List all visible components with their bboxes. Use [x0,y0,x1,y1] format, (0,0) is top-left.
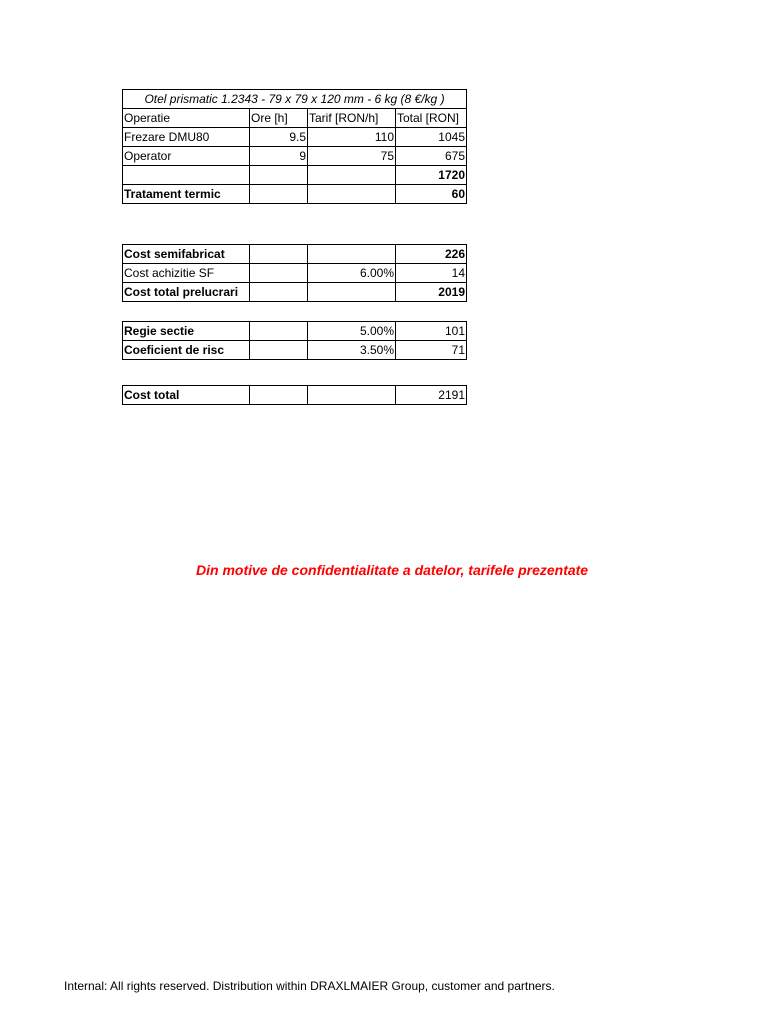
cell-empty[interactable] [250,264,308,283]
cell-operatie[interactable] [123,166,250,185]
cell-label[interactable]: Cost total [123,386,250,405]
cell-tarif[interactable]: 110 [308,128,396,147]
table-row [123,341,467,360]
header-operatie[interactable]: Operatie [123,109,250,128]
cell-label[interactable]: Coeficient de risc [123,341,250,360]
table-row [123,386,467,405]
cell-percent[interactable]: 6.00% [308,264,396,283]
cell-ore[interactable] [250,185,308,204]
table-row [123,166,467,185]
cell-operatie[interactable]: Tratament termic [123,185,250,204]
cell-value[interactable]: 2019 [396,283,467,302]
header-tarif[interactable]: Tarif [RON/h] [308,109,396,128]
cell-operatie[interactable]: Frezare DMU80 [123,128,250,147]
table-row [123,283,467,302]
header-total[interactable]: Total [RON] [396,109,467,128]
cell-ore[interactable] [250,166,308,185]
table-header-row [123,109,467,128]
cell-tarif[interactable] [308,185,396,204]
cell-empty[interactable] [250,386,308,405]
operations-table [122,89,467,204]
cell-percent[interactable] [308,283,396,302]
table-title-row [123,90,467,109]
cell-ore[interactable]: 9 [250,147,308,166]
table-row [123,147,467,166]
material-costs-table [122,244,467,302]
cell-total[interactable]: 675 [396,147,467,166]
cell-empty[interactable] [250,341,308,360]
overhead-table [122,321,467,360]
cell-value[interactable]: 14 [396,264,467,283]
table-title[interactable]: Otel prismatic 1.2343 - 79 x 79 x 120 mm - 6 kg (8 €/kg ) [123,90,467,109]
cell-total[interactable]: 60 [396,185,467,204]
cell-value[interactable]: 71 [396,341,467,360]
cell-empty[interactable] [250,322,308,341]
cell-value[interactable]: 226 [396,245,467,264]
table-row [123,264,467,283]
header-ore[interactable]: Ore [h] [250,109,308,128]
table-row [123,245,467,264]
confidentiality-notice: Din motive de confidentialitate a datelor, tarifele prezentate [196,562,589,578]
table-row [123,128,467,147]
cell-subtotal[interactable]: 1720 [396,166,467,185]
cell-percent[interactable]: 5.00% [308,322,396,341]
cell-tarif[interactable] [308,166,396,185]
total-cost-table [122,385,467,405]
table-row [123,185,467,204]
cell-label[interactable]: Cost total prelucrari [123,283,250,302]
cell-label[interactable]: Regie sectie [123,322,250,341]
cell-empty[interactable] [250,245,308,264]
cell-value[interactable]: 2191 [396,386,467,405]
cell-empty[interactable] [308,386,396,405]
cell-operatie[interactable]: Operator [123,147,250,166]
cell-label[interactable]: Cost achizitie SF [123,264,250,283]
cell-empty[interactable] [250,283,308,302]
cell-percent[interactable]: 3.50% [308,341,396,360]
cell-label[interactable]: Cost semifabricat [123,245,250,264]
cell-total[interactable]: 1045 [396,128,467,147]
cell-ore[interactable]: 9.5 [250,128,308,147]
table-row [123,322,467,341]
cell-percent[interactable] [308,245,396,264]
cell-tarif[interactable]: 75 [308,147,396,166]
page-footer: Internal: All rights reserved. Distribution within DRAXLMAIER Group, customer and partners. [64,979,555,993]
cell-value[interactable]: 101 [396,322,467,341]
